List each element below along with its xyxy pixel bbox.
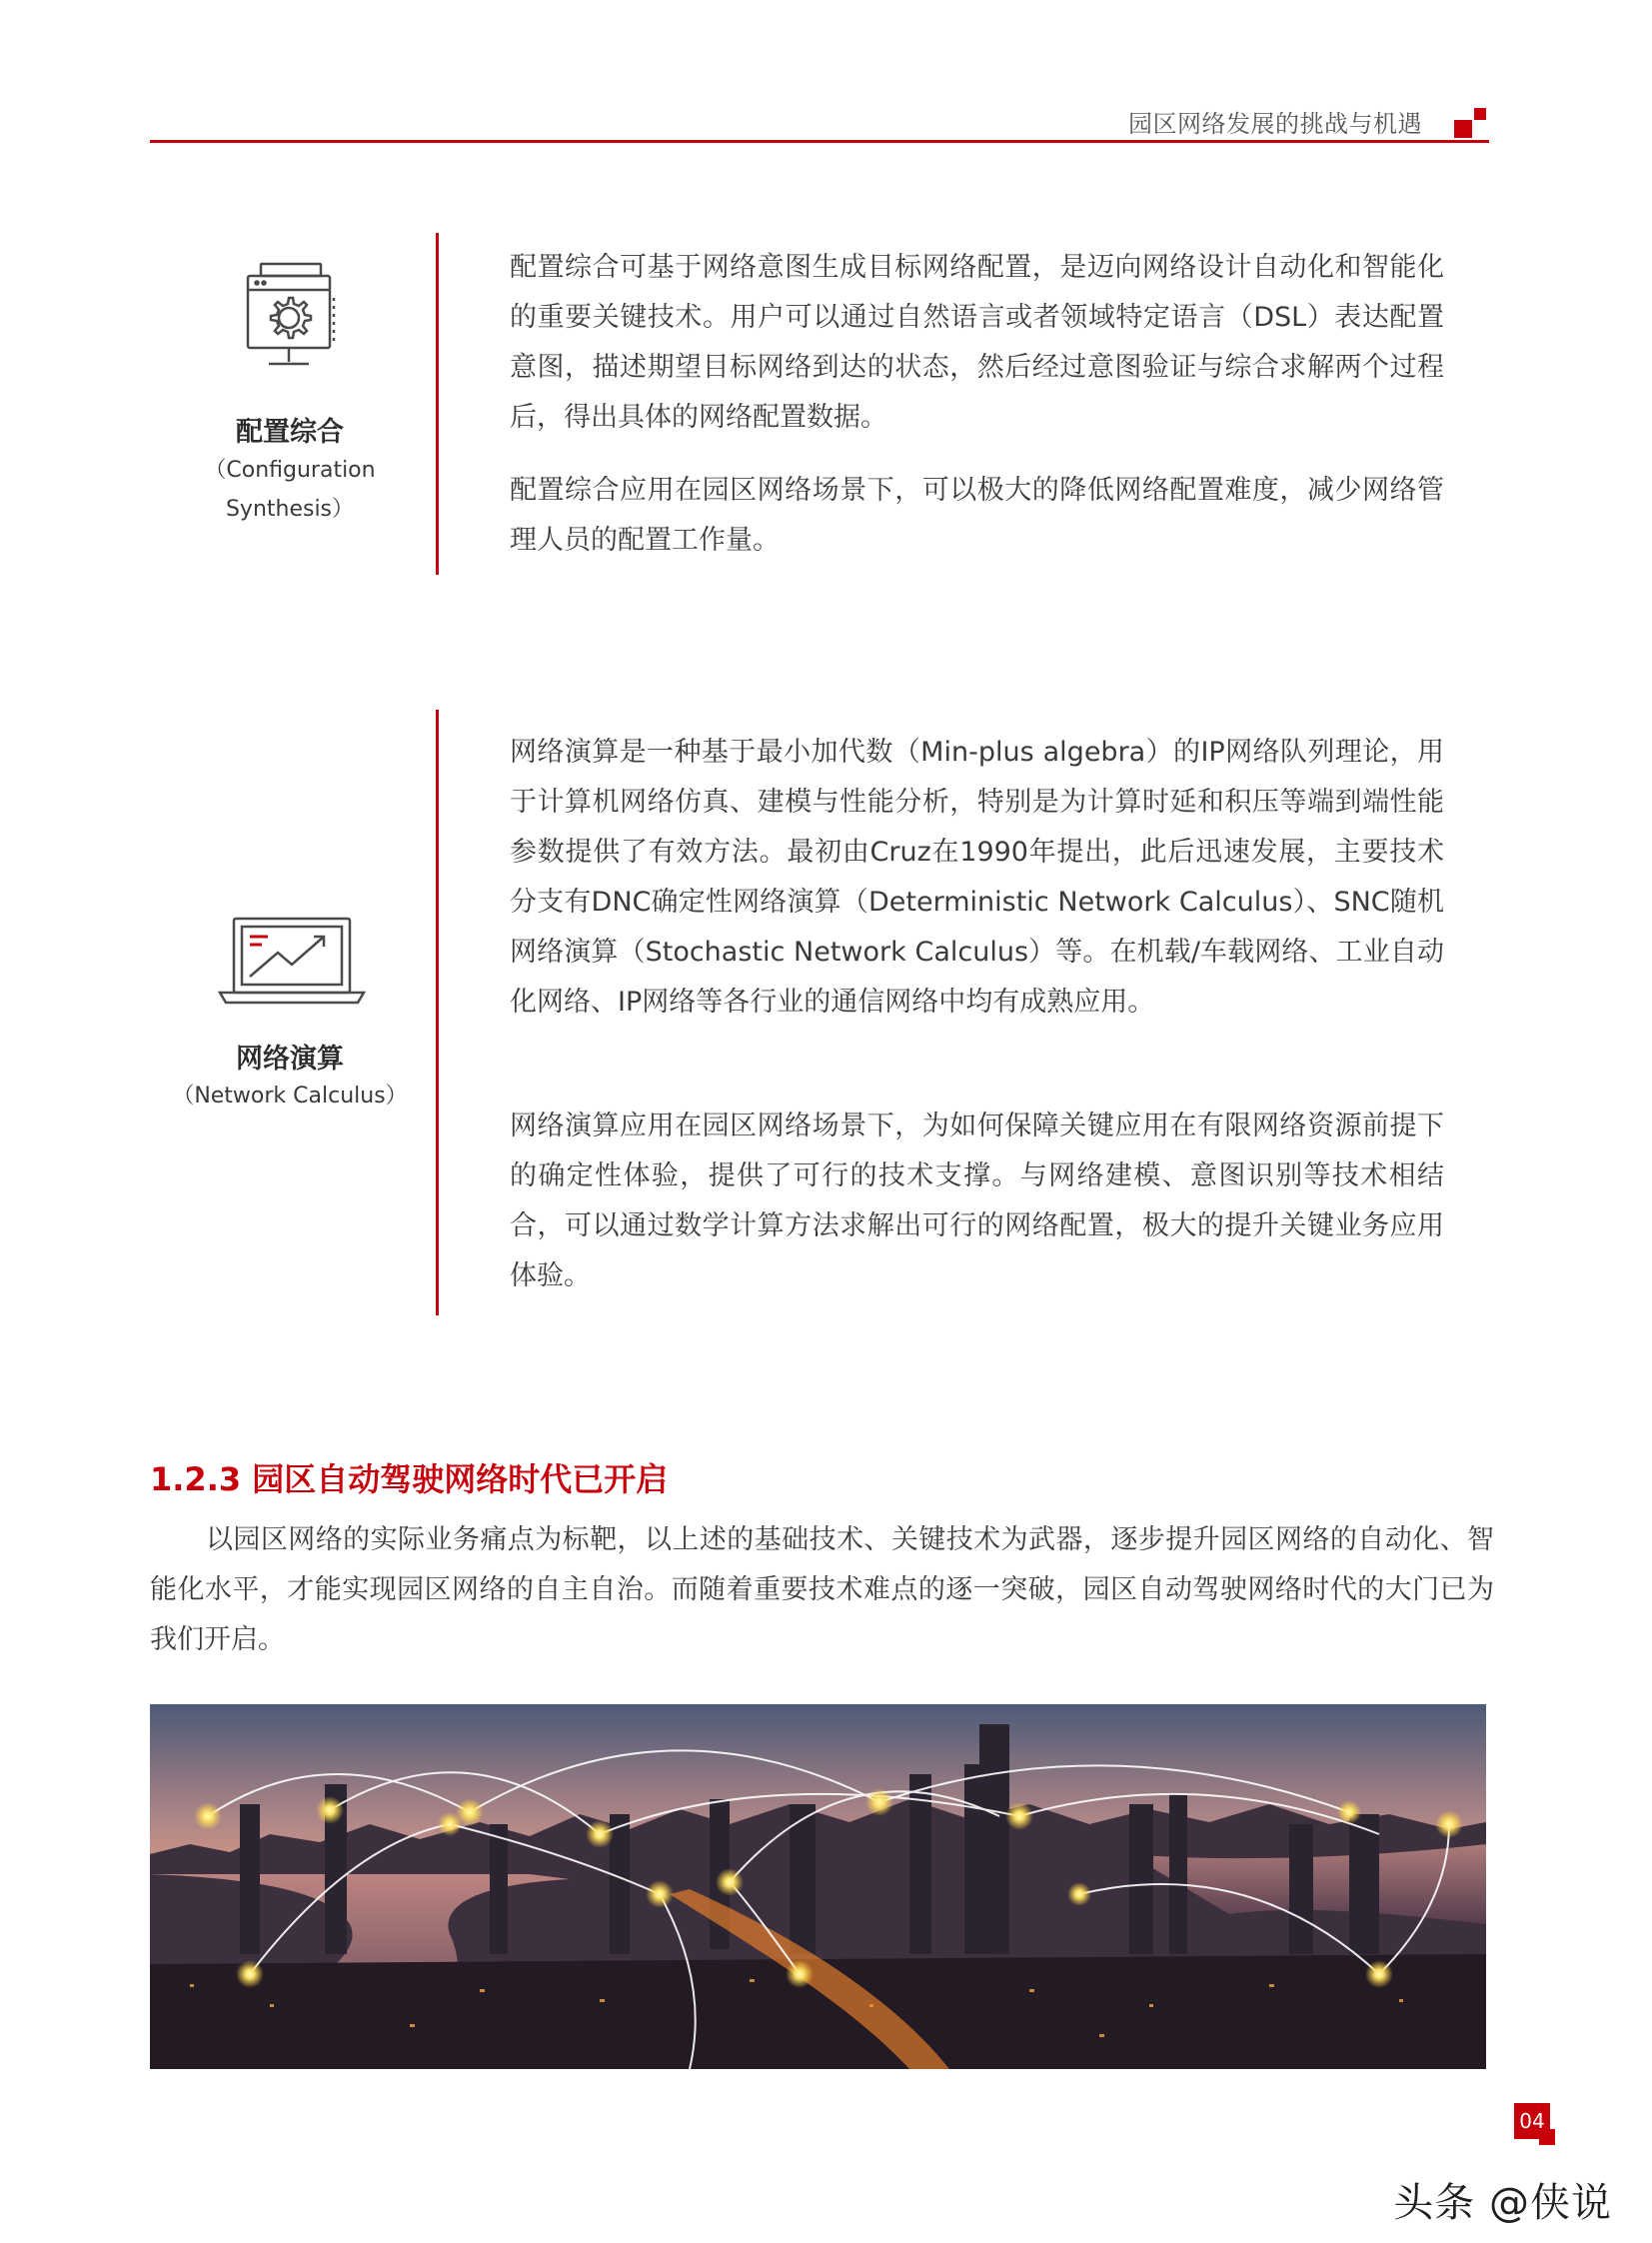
paragraph: 配置综合应用在园区网络场景下，可以极大的降低网络配置难度，减少网络管理人员的配置工作量。 <box>510 475 1444 556</box>
term-english-config-synthesis-line1: （Configuration <box>204 458 376 483</box>
term-divider <box>436 710 439 1315</box>
city-skyline-network-photo <box>150 1704 1486 2069</box>
page-number: 04 <box>1514 2103 1550 2139</box>
term-name-network-calculus: 网络演算 <box>236 1044 344 1075</box>
header-logo-mark <box>1454 108 1490 144</box>
section-body: 以园区网络的实际业务痛点为标靶，以上述的基础技术、关键技术为武器，逐步提升园区网络的自动化、智能化水平，才能实现园区网络的自主自治。而随着重要技术难点的逐一突破，园区自动驾驶网络时代的大门已为我们开启。 <box>150 1524 1494 1655</box>
term-english-config-synthesis-line2: Synthesis） <box>225 497 355 522</box>
gear-monitor-icon <box>233 258 343 383</box>
watermark: 头条 @侠说 <box>1393 2180 1612 2226</box>
section-heading: 1.2.3 园区自动驾驶网络时代已开启 <box>150 1460 669 1498</box>
paragraph: 网络演算是一种基于最小加代数（Min-plus algebra）的IP网络队列理论，用于计算机网络仿真、建模与性能分析，特别是为计算时延和积压等端到端性能参数提供了有效方法。最初由Cruz在1990年提出，此后迅速发展，主要技术分支有DNC确定性网络演算（Deterministic Network Calculus）、SNC随机网络演算（Stochastic Network Calculus）等。在机载/车载网络、工业自动化网络、IP网络等各行业的通信网络中均有成熟应用。 <box>510 737 1444 1018</box>
term-name-config-synthesis: 配置综合 <box>236 417 344 448</box>
term-english-network-calculus: （Network Calculus） <box>172 1084 408 1109</box>
paragraph: 网络演算应用在园区网络场景下，为如何保障关键应用在有限网络资源前提下的确定性体验，提供了可行的技术支撑。与网络建模、意图识别等技术相结合，可以通过数学计算方法求解出可行的网络配置，极大的提升关键业务应用体验。 <box>510 1111 1444 1291</box>
header-title: 园区网络发展的挑战与机遇 <box>1128 110 1422 138</box>
paragraph: 配置综合可基于网络意图生成目标网络配置，是迈向网络设计自动化和智能化的重要关键技术。用户可以通过自然语言或者领域特定语言（DSL）表达配置意图，描述期望目标网络到达的状态，然后经过意图验证与综合求解两个过程后，得出具体的网络配置数据。 <box>510 252 1444 433</box>
header-divider <box>150 140 1489 143</box>
laptop-chart-icon <box>218 915 366 1007</box>
